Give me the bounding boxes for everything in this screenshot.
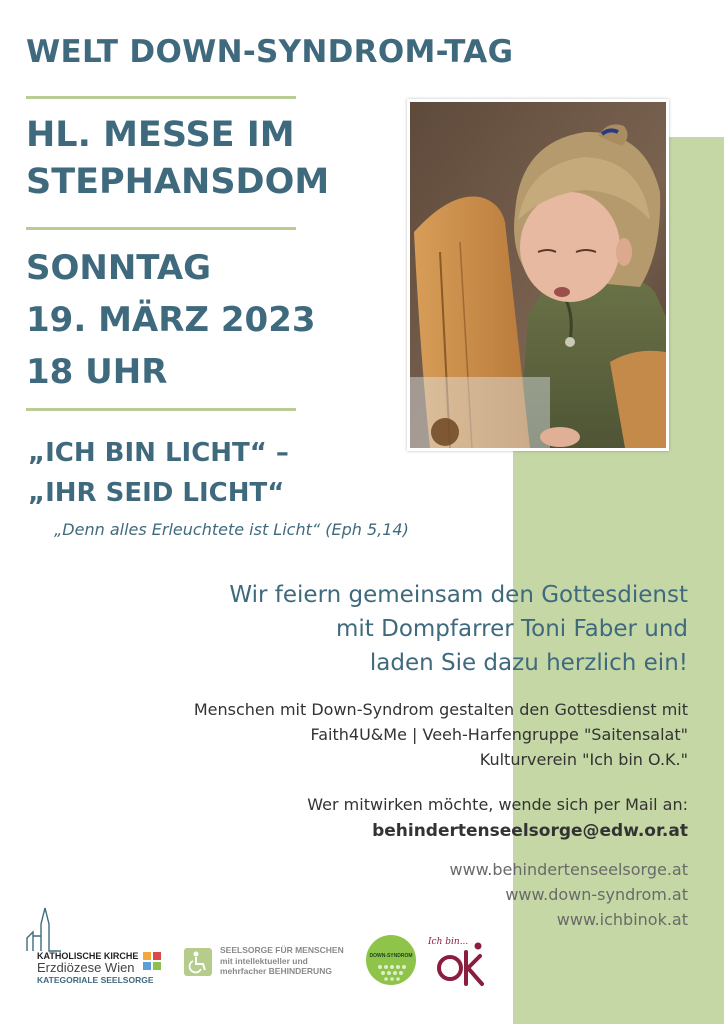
- website-link[interactable]: www.down-syndrom.at: [505, 885, 688, 904]
- website-link[interactable]: www.ichbinok.at: [556, 910, 688, 929]
- seelsorge-line: mehrfacher BEHINDERUNG: [220, 966, 332, 976]
- divider: [26, 408, 296, 411]
- event-date-line: 19. MÄRZ 2023: [26, 300, 316, 340]
- harp-player-photo: [410, 102, 666, 448]
- katholische-kirche-logo: [25, 906, 175, 988]
- wheelchair-icon: [184, 948, 212, 976]
- down-syndrom-logo: [366, 935, 416, 985]
- event-date: [26, 248, 316, 392]
- kk-line1: KATHOLISCHE KIRCHE: [37, 951, 139, 961]
- event-day: SONNTAG: [26, 248, 212, 288]
- cathedral-icon: [25, 906, 65, 952]
- event-title-line: STEPHANSDOM: [26, 162, 330, 202]
- event-time: 18 UHR: [26, 352, 168, 392]
- down-syndrom-logo-text: DOWN-SYNDROM: [369, 953, 413, 959]
- invitation-line: Wir feiern gemeinsam den Gottesdienst: [229, 582, 688, 608]
- ich-bin-ok-logo: [428, 930, 488, 990]
- motto: [28, 433, 289, 513]
- event-title: [26, 115, 330, 202]
- ok-logo-graphic: [428, 930, 488, 990]
- groups-line: Kulturverein "Ich bin O.K.": [479, 750, 688, 769]
- dots-pattern-icon: [366, 935, 416, 985]
- seelsorge-logo: [184, 944, 359, 984]
- contact-text: Wer mitwirken möchte, wende sich per Mail an:: [307, 795, 688, 814]
- svg-text:Ich bin...: Ich bin...: [428, 937, 469, 947]
- seelsorge-text: [220, 945, 344, 977]
- divider: [26, 227, 296, 230]
- divider: [26, 96, 296, 99]
- photo-frame: [407, 99, 669, 451]
- motto-line: „IHR SEID LICHT“: [28, 478, 285, 508]
- motto-line: „ICH BIN LICHT“ –: [28, 438, 289, 468]
- kk-line2: Erzdiözese Wien: [37, 960, 135, 975]
- participating-groups: [194, 697, 688, 772]
- contact-block: [307, 792, 688, 844]
- contact-email-link[interactable]: behindertenseelsorge@edw.or.at: [372, 821, 688, 841]
- event-title-line: HL. MESSE IM: [26, 115, 295, 155]
- invitation-line: mit Dompfarrer Toni Faber und: [336, 616, 688, 642]
- invitation-line: laden Sie dazu herzlich ein!: [369, 650, 688, 676]
- website-link[interactable]: www.behindertenseelsorge.at: [449, 860, 688, 879]
- page-title: WELT DOWN-SYNDROM-TAG: [26, 34, 514, 70]
- seelsorge-line: mit intellektueller und: [220, 955, 308, 966]
- invitation-text: [229, 578, 688, 680]
- kk-line3: KATEGORIALE SEELSORGE: [37, 975, 154, 985]
- diocese-mark-icon: [143, 952, 161, 970]
- groups-line: Menschen mit Down-Syndrom gestalten den Gottesdienst mit: [193, 700, 688, 719]
- kk-text: [37, 951, 154, 985]
- groups-line: Faith4U&Me | Veeh-Harfengruppe "Saitensalat": [310, 725, 688, 744]
- seelsorge-line: SEELSORGE FÜR MENSCHEN: [220, 945, 344, 955]
- partner-logos: [0, 900, 513, 1024]
- bible-quote: „Denn alles Erleuchtete ist Licht“ (Eph 5,14): [54, 520, 409, 539]
